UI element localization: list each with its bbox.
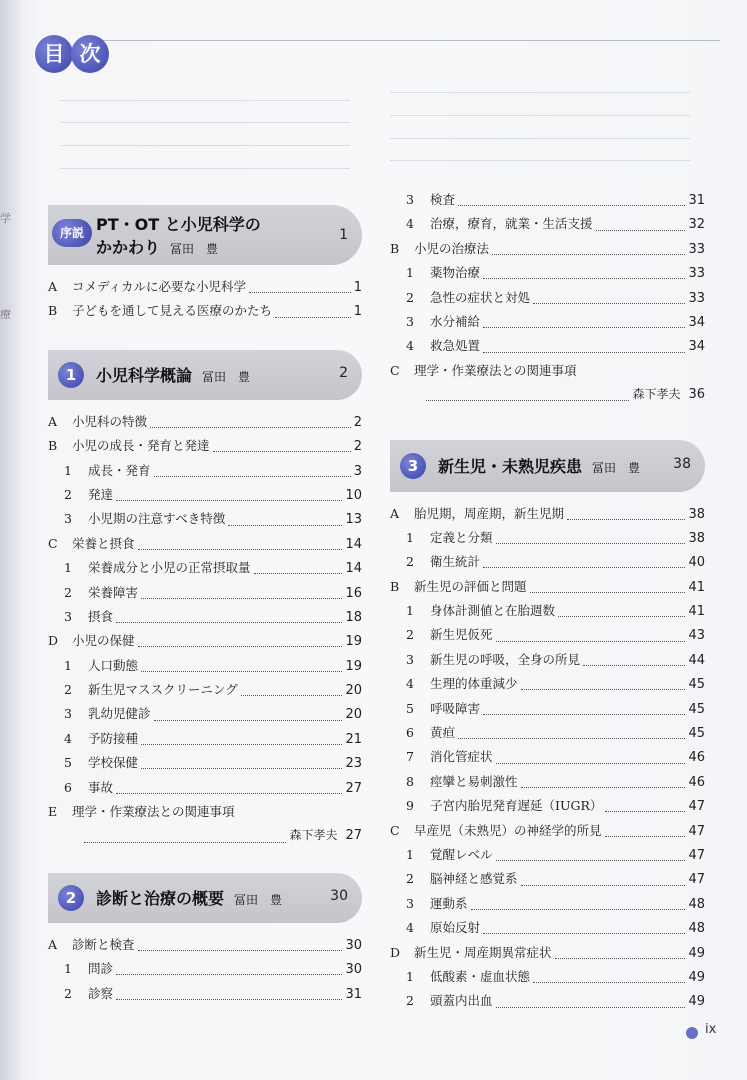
- chapter-header[interactable]: [48, 205, 362, 265]
- edge-char: 療: [0, 308, 11, 321]
- toc-entry[interactable]: A 診断と検査 30: [48, 936, 362, 953]
- toc-entry[interactable]: 1 人口動態 19: [64, 657, 362, 674]
- title-char: 次: [71, 35, 109, 73]
- toc-entry[interactable]: 1 低酸素・虚血状態 49: [406, 968, 705, 985]
- chapter-title: 診断と治療の概要 冨田 豊: [96, 888, 283, 908]
- toc-entry[interactable]: 3 新生児の呼吸，全身の所見 44: [406, 651, 705, 668]
- toc-entry[interactable]: A 胎児期，周産期，新生児期 38: [390, 505, 705, 522]
- toc-entry[interactable]: B 子どもを通して見える医療のかたち 1: [48, 303, 362, 320]
- title-char: 目: [35, 35, 73, 73]
- toc-entry[interactable]: 5 学校保健 23: [64, 755, 362, 772]
- toc-entry[interactable]: 2 急性の症状と対処 33: [406, 289, 705, 306]
- toc-entry[interactable]: 4 救急処置 34: [406, 338, 705, 355]
- binding-edge: [0, 0, 22, 1080]
- toc-entry[interactable]: 2 新生児マススクリーニング 20: [64, 682, 362, 699]
- chapter-badge: 2: [58, 885, 84, 911]
- toc-entry[interactable]: 2 新生児仮死 43: [406, 627, 705, 644]
- toc-entry[interactable]: B 新生児の評価と問題 41: [390, 578, 705, 595]
- toc-entry[interactable]: 2 脳神経と感覚系 47: [406, 871, 705, 888]
- toc-entry[interactable]: D 新生児・周産期異常症状 49: [390, 944, 705, 961]
- entry-author: 森下孝夫: [289, 828, 338, 843]
- toc-entry[interactable]: 1 定義と分類 38: [406, 529, 705, 546]
- chapter-author: 冨田 豊: [592, 460, 641, 475]
- bleed-through: [390, 115, 690, 116]
- toc-entry[interactable]: 9 子宮内胎児発育遅延（IUGR） 47: [406, 798, 705, 815]
- toc-entry[interactable]: C 理学・作業療法との関連事項: [390, 362, 577, 378]
- toc-entry[interactable]: 1 覚醒レベル 47: [406, 846, 705, 863]
- toc-entry[interactable]: 3 摂食 18: [64, 608, 362, 625]
- toc-entry[interactable]: B 小児の成長・発育と発達 2: [48, 438, 362, 455]
- edge-char: 学: [0, 212, 11, 225]
- toc-entry[interactable]: E 理学・作業療法との関連事項: [48, 804, 235, 820]
- toc-entry[interactable]: 8 痙攣と易刺激性 46: [406, 773, 705, 790]
- entry-author: 森下孝夫: [632, 387, 681, 402]
- toc-entry[interactable]: D 小児の保健 19: [48, 633, 362, 650]
- chapter-author: 冨田 豊: [234, 892, 283, 907]
- toc-right-column: [390, 190, 705, 1016]
- toc-entry[interactable]: 7 消化管症状 46: [406, 749, 705, 766]
- page-title: [35, 35, 109, 73]
- chapter-header[interactable]: [48, 350, 362, 400]
- toc-entry[interactable]: 1 栄養成分と小児の正常摂取量 14: [64, 560, 362, 577]
- toc-entry[interactable]: 2 発達 10: [64, 486, 362, 503]
- toc-entry-author[interactable]: 森下孝夫 27: [48, 826, 362, 850]
- chapter-page: 30: [330, 887, 348, 904]
- chapter-badge: 3: [400, 453, 426, 479]
- toc-entry[interactable]: 4 治療，療育，就業・生活支援 32: [406, 216, 705, 233]
- toc-entry[interactable]: 3 運動系 48: [406, 895, 705, 912]
- toc-entry[interactable]: 6 事故 27: [64, 779, 362, 796]
- bleed-through: [390, 160, 690, 161]
- toc-entry[interactable]: 2 頭蓋内出血 49: [406, 993, 705, 1010]
- chapter-page: 38: [673, 455, 691, 472]
- toc-entry[interactable]: 2 診察 31: [64, 985, 362, 1002]
- toc-entry[interactable]: 4 生理的体重減少 45: [406, 676, 705, 693]
- chapter-header[interactable]: [390, 440, 705, 492]
- bleed-through: [390, 138, 690, 139]
- bleed-through: [60, 100, 350, 101]
- toc-entry-author[interactable]: 森下孝夫 36: [390, 385, 705, 409]
- page-number: ix: [705, 1022, 717, 1037]
- toc-entry[interactable]: 4 予防接種 21: [64, 730, 362, 747]
- page-number-dot-icon: [686, 1027, 698, 1039]
- toc-entry[interactable]: 1 成長・発育 3: [64, 462, 362, 479]
- chapter-title: PT・OT と小児科学の: [96, 215, 261, 234]
- toc-entry[interactable]: 3 小児期の注意すべき特徴 13: [64, 511, 362, 528]
- toc-entry[interactable]: A コメディカルに必要な小児科学 1: [48, 279, 362, 295]
- chapter-page: 1: [339, 227, 348, 243]
- chapter-title: 小児科学概論 冨田 豊: [96, 365, 251, 385]
- toc-entry[interactable]: 3 乳幼児健診 20: [64, 706, 362, 723]
- bleed-through: [60, 145, 350, 146]
- toc-entry[interactable]: 2 衛生統計 40: [406, 554, 705, 571]
- chapter-author: 冨田 豊: [170, 242, 219, 256]
- toc-entry[interactable]: 1 薬物治療 33: [406, 265, 705, 282]
- toc-left-column: [48, 205, 362, 1008]
- toc-entry[interactable]: 3 水分補給 34: [406, 313, 705, 330]
- toc-entry[interactable]: 1 身体計測値と在胎週数 41: [406, 603, 705, 620]
- toc-entry[interactable]: 2 栄養障害 16: [64, 584, 362, 601]
- toc-entry[interactable]: 3 検査 31: [406, 192, 705, 208]
- toc-entry[interactable]: B 小児の治療法 33: [390, 240, 705, 257]
- toc-entry[interactable]: 5 呼吸障害 45: [406, 700, 705, 717]
- toc-entry[interactable]: 6 黄疸 45: [406, 725, 705, 742]
- bleed-through: [60, 122, 350, 123]
- toc-entry[interactable]: A 小児科の特徴 2: [48, 413, 362, 430]
- chapter-badge: 序説: [52, 219, 92, 247]
- chapter-author: 冨田 豊: [202, 369, 251, 384]
- chapter-badge: 1: [58, 362, 84, 388]
- chapter-title-line2: かかわり 冨田 豊: [96, 238, 219, 257]
- toc-entry[interactable]: C 早産児（未熟児）の神経学的所見 47: [390, 822, 705, 839]
- bleed-through: [60, 168, 350, 169]
- chapter-header[interactable]: [48, 873, 362, 923]
- chapter-title: 新生児・未熟児疾患 冨田 豊: [438, 456, 641, 476]
- bleed-through: [390, 92, 690, 93]
- chapter-page: 2: [339, 364, 348, 381]
- toc-entry[interactable]: 4 原始反射 48: [406, 920, 705, 937]
- toc-entry[interactable]: 1 問診 30: [64, 961, 362, 978]
- toc-entry[interactable]: C 栄養と摂食 14: [48, 535, 362, 552]
- header-rule: [100, 40, 720, 41]
